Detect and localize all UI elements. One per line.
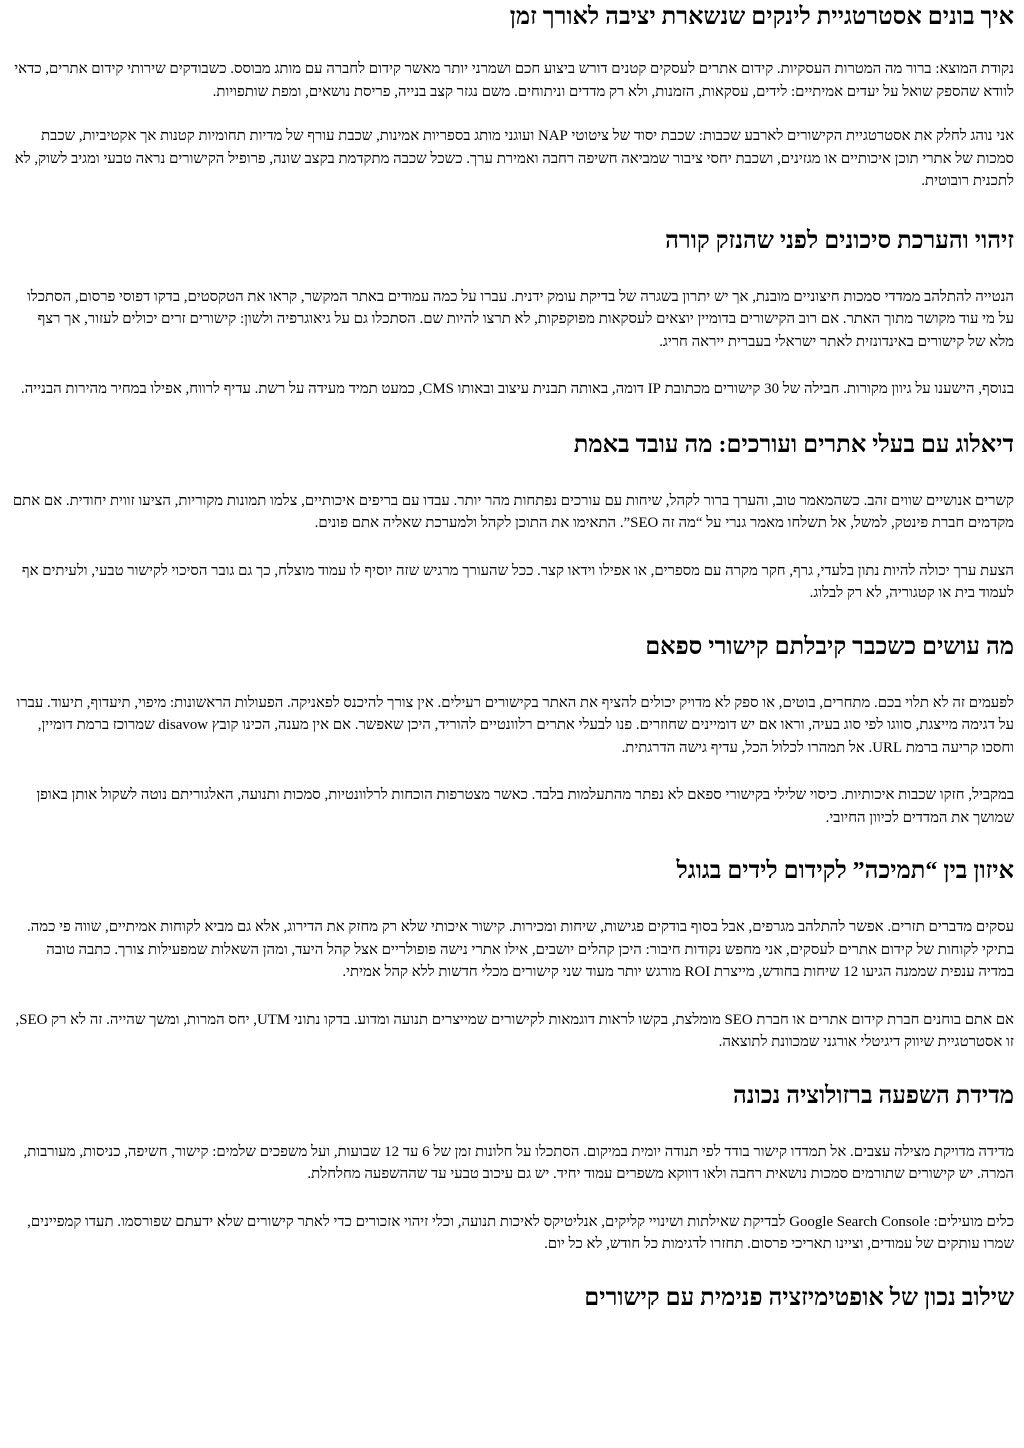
- section-heading: דיאלוג עם בעלי אתרים ועורכים: מה עובד באמת: [573, 431, 1014, 458]
- section-spam-links: [10, 627, 1014, 830]
- paragraph: עסקים מדברים תזרים. אפשר להתלהב מגרפים, אבל בסוף בודקים פגישות, שיחות ומכירות. קישור איכותי שלא רק מחזק את הדירוג, אלא גם מביא לקוחות אמיתיים, שווה פי כמה. בתיקי לקוחות של קידום אתרים לעסקים, אני מחפש נקודות חיבור: היכן קהלים יושבים, אילו אתרי נישה פופולריים אצל קהל היעד, ומהן השאלות שמפעילות צורך. כתבה טובה במדיה ענפית שממנה הגיעו 12 שיחות בחודש, מייצרת ROI מורגש יותר מעוד שני קישורים מכלי חדשות ללא קהל אמיתי.: [26, 919, 1014, 980]
- paragraph: הנטייה להתלהב ממדדי סמכות חיצוניים מובנת, אך יש יתרון בשגרה של בדיקת עומק ידנית. עברו על כמה עמודים באתר המקשר, קראו את הטקסטים, בדקו דפוסי פרסום, הסתכלו על מי עוד מקושר מתוך האתר. אם רוב הקישורים בדומיין יוצאים לעסקאות מפוקפקות, לא תרצו להיות שם. הסתכלו גם על גיאוגרפיה ולשון: קישורים זרים יכולים לעזור, אך רצף מלא של קישורים באינדונזית לאתר ישראלי בעברית ייראה חריג.: [27, 288, 1014, 350]
- section-link-strategy: [10, 0, 1014, 193]
- section-editor-dialogue: [10, 425, 1014, 605]
- paragraph: בנוסף, הישענו על גיוון מקורות. חבילה של 30 קישורים מכתובת IP דומה, באותה תבנית עיצוב ובאותו CMS, כמעט תמיד מעידה על רשת. עדיף לרווח, אפילו במחיר מהירות הבנייה.: [21, 381, 1014, 397]
- paragraph: לפעמים זה לא תלוי בכם. מתחרים, בוטים, או ספק לא מדויק יכולים להציף את האתר בקישורים רעילים. אין צורך להיכנס לפאניקה. הפעולות הראשונות: מיפוי, תיעדוף, תיעוד. עברו על דגימה מייצגת, סווגו לפי סוג בעיה, וראו אם יש דומיינים שחוזרים. פנו לבעלי אתרים רלוונטיים להוריד, היכן שאפשר. אם אין מענה, הכינו קובץ disavow שמרוכז ברמת דומיין, וחסכו קריעה ברמת URL. אל תמהרו לכלול הכל, עדיף גישה הדרגתית.: [16, 694, 1014, 756]
- section-heading: שילוב נכון של אופטימיזציה פנימית עם קישורים: [584, 1284, 1014, 1311]
- paragraph: במקביל, חזקו שכבות איכותיות. כיסוי שלילי בקישורי ספאם לא נפתר מהתעלמות בלבד. כאשר מצטרפות הוכחות לרלוונטיות, סמכות ותנועה, האלגוריתם נוטה לשקול אותן באופן שמושך את המדדים לכיוון החיובי.: [36, 787, 1014, 826]
- paragraph: כלים מועילים: Google Search Console לבדיקת שאילתות ושינויי קליקים, אנליטיקס לאיכות תנועה, וכלי זיהוי אזכורים כדי לאתר קישורים שלא ידעתם שפורסמו. תעדו קמפיינים, שמרו עותקים של עמודים, וציינו תאריכי פרסום. תחזרו לדגימות כל חודש, לא כל יום.: [27, 1213, 1014, 1252]
- section-risk-assessment: [10, 221, 1014, 401]
- section-heading: איך בונים אסטרטגיית לינקים שנשארת יציבה לאורך זמן: [509, 4, 1014, 30]
- paragraph: נקודת המוצא: ברור מה המטרות העסקיות. קידום אתרים לעסקים קטנים דורש ביצוע חכם ושמרני יותר מאשר קידום לחברה עם מותג מבוסס. כשבודקים שירותי קידום אתרים, כדאי לוודא שהספק שואל על יעדים אמיתיים: לידים, עסקאות, הזמנות, ולא רק מדדים וניתוחים. משם נגזר קצב בנייה, פריסת נושאים, ומפת שותפויות.: [14, 61, 1014, 100]
- section-heading: איזון בין “תמיכה” לקידום לידים בגוגל: [676, 858, 1014, 884]
- section-internal-optimization: [10, 1278, 1014, 1313]
- paragraph: קשרים אנושיים שווים זהב. כשהמאמר טוב, והערך ברור לקהל, שיחות עם עורכים נפתחות מהר יותר. עבדו עם בריפים איכותיים, צלמו תמונות מקוריות, הציעו זווית יחודית. אם אתם מקדמים חברת פינטק, למשל, אל תשלחו מאמר גנרי על “מה זה SEO”. התאימו את התוכן לקהל ולמערכת שאליה אתם פונים.: [12, 492, 1014, 531]
- section-heading: מה עושים כשכבר קיבלתם קישורי ספאם: [645, 633, 1014, 660]
- section-impact-measurement: [10, 1076, 1014, 1256]
- section-lead-balance: [10, 851, 1014, 1054]
- paragraph: אני נוהג לחלק את אסטרטגיית הקישורים לארבע שכבות: שכבת יסוד של ציטוטי NAP ועוגני מותג בספריות אמינות, שכבת עורף של מדיות תחומיות קטנות אך אקטיביות, שכבת סמכות של אתרי תוכן איכותיים או מגזינים, ושכבת יחסי ציבור שמביאה חשיפה רחבה ואמירת ערך. כשכל שכבה מתקדמת בקצב שונה, פרופיל הקישורים נראה טבעי ומגיב לשוק, לא לתכנית רובוטית.: [14, 128, 1014, 189]
- paragraph: הצעת ערך יכולה להיות נתון בלעדי, גרף, חקר מקרה עם מספרים, או אפילו וידאו קצר. ככל שהעורך מרגיש שזה יוסיף לו עמוד מוצלח, כך גם גובר הסיכוי לקישור טבעי, ולעיתים אף לעמוד בית או קטגוריה, לא רק לבלוג.: [21, 562, 1014, 601]
- section-heading: מדידת השפעה ברזולוציה נכונה: [733, 1082, 1014, 1109]
- article: [10, 0, 1014, 1313]
- paragraph: אם אתם בוחנים חברת קידום אתרים או חברת SEO מומלצת, בקשו לראות דוגמאות לקישורים שמייצרים תנועה ומדוע. בדקו נתוני UTM, יחס המרות, ומשך שהייה. זה לא רק SEO, זו אסטרטגיית שיווק דיגיטלי אורגני שמכוונת לתוצאה.: [15, 1011, 1014, 1050]
- section-heading: זיהוי והערכת סיכונים לפני שהנזק קורה: [665, 227, 1014, 254]
- paragraph: מדידה מדויקת מצילה עצבים. אל תמדדו קישור בודד לפי תנודה יומית במיקום. הסתכלו על חלונות זמן של 6 עד 12 שבועות, ועל משפכים שלמים: קישור, חשיפה, כניסות, מעורבות, המרה. יש קישורים שתורמים סמכות נושאית רחבה ולאו דווקא משפרים עמוד יחיד. יש גם עיכוב טבעי עד שההשפעה מחלחלת.: [23, 1143, 1014, 1182]
